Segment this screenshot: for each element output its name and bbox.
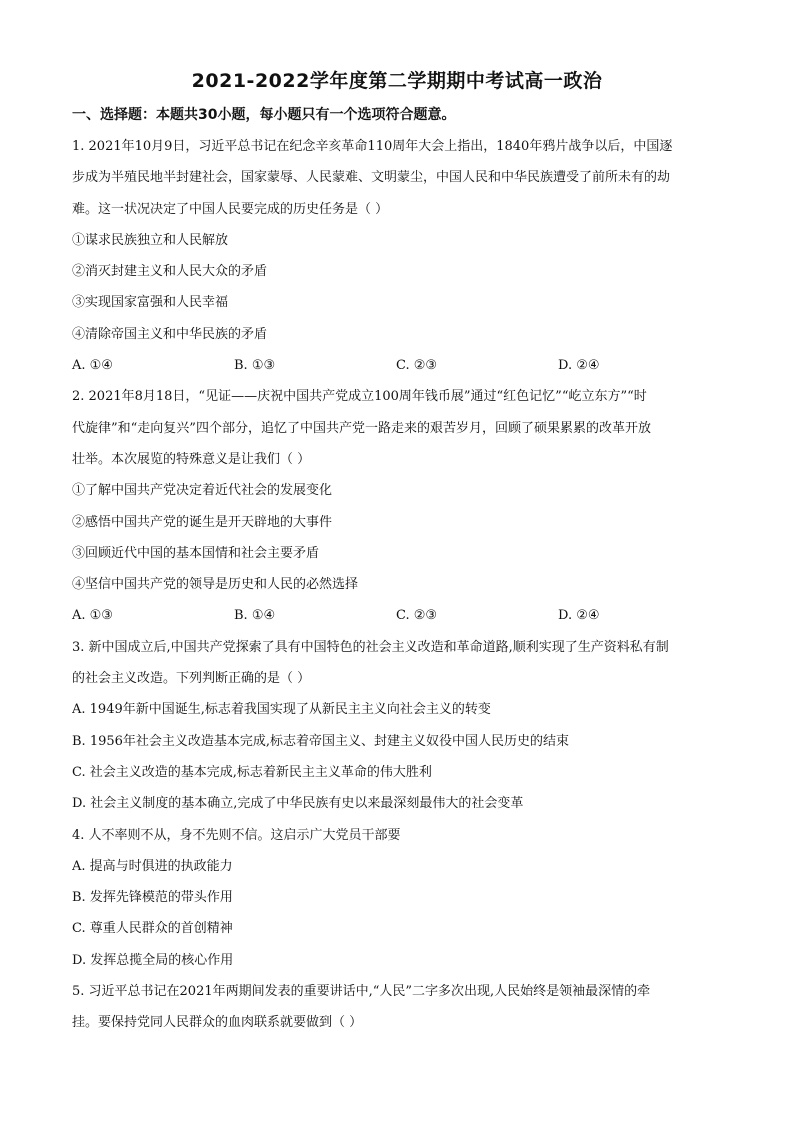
option-d: D. ②④ [558, 608, 600, 624]
question-5 [72, 976, 722, 1039]
statement-4: ④清除帝国主义和中华民族的矛盾 [72, 326, 268, 342]
option-c: C. ②③ [396, 608, 438, 624]
question-2 [72, 381, 722, 631]
option-b: B. ①③ [234, 358, 276, 374]
answer-options [72, 600, 722, 631]
option-b: B. 1956年社会主义改造基本完成,标志着帝国主义、封建主义奴役中国人民历史的结束 [72, 733, 570, 749]
option-b: B. ①④ [234, 608, 276, 624]
question-text-line: 1. 2021年10月9日，习近平总书记在纪念辛亥革命110周年大会上指出，1840年鸦片战争以后，中国逐 [72, 139, 673, 154]
exam-title: 2021-2022学年度第二学期期中考试高一政治 [191, 70, 603, 92]
question-text-line: 3. 新中国成立后,中国共产党探索了具有中国特色的社会主义改造和革命道路,顺利实现了生产资料私有制 [72, 639, 669, 655]
question-text-line: 步成为半殖民地半封建社会，国家蒙辱、人民蒙难、文明蒙尘，中国人民和中华民族遭受了前所未有的劫 [72, 170, 671, 186]
question-3 [72, 632, 722, 820]
question-text-line: 4. 人不率则不从，身不先则不信。这启示广大党员干部要 [72, 827, 401, 843]
option-a: A. 1949年新中国诞生,标志着我国实现了从新民主主义向社会主义的转变 [72, 702, 491, 718]
question-text-line: 2. 2021年8月18日，“见证——庆祝中国共产党成立100周年钱币展”通过“红色记忆”“屹立东方”“时 [72, 389, 647, 405]
answer-options [72, 350, 722, 381]
option-d: D. 社会主义制度的基本确立,完成了中华民族有史以来最深刻最伟大的社会变革 [72, 796, 524, 812]
statement-3: ③实现国家富强和人民幸福 [72, 295, 229, 311]
section-heading-choice: 一、选择题：本题共30小题，每小题只有一个选项符合题意。 [72, 107, 456, 123]
statement-2: ②消灭封建主义和人民大众的矛盾 [72, 264, 268, 280]
question-text-line: 难。这一状况决定了中国人民要完成的历史任务是（ ） [72, 201, 389, 217]
option-d: D. 发挥总揽全局的核心作用 [72, 952, 234, 968]
option-a: A. 提高与时俱进的执政能力 [72, 858, 233, 874]
statement-3: ③回顾近代中国的基本国情和社会主要矛盾 [72, 545, 320, 561]
question-text-line: 代旋律”和“走向复兴”四个部分，追忆了中国共产党一路走来的艰苦岁月，回顾了硕果累累的改革开放 [72, 420, 651, 436]
statement-4: ④坚信中国共产党的领导是历史和人民的必然选择 [72, 577, 359, 593]
option-d: D. ②④ [558, 358, 600, 374]
statement-1: ①谋求民族独立和人民解放 [72, 232, 229, 248]
question-text-line: 壮举。本次展览的特殊意义是让我们（ ） [72, 451, 311, 467]
statement-1: ①了解中国共产党决定着近代社会的发展变化 [72, 483, 333, 499]
question-1 [72, 131, 722, 381]
option-c: C. 社会主义改造的基本完成,标志着新民主主义革命的伟大胜利 [72, 764, 432, 780]
option-c: C. ②③ [396, 358, 438, 374]
question-text-line: 挂。要保持党同人民群众的血肉联系就要做到（ ） [72, 1015, 363, 1031]
question-text-line: 5. 习近平总书记在2021年两期间发表的重要讲话中,“人民”二字多次出现,人民始终是领袖最深情的牵 [72, 984, 651, 1000]
questions-body [72, 131, 722, 1039]
question-4 [72, 820, 722, 976]
option-a: A. ①④ [72, 358, 113, 374]
option-c: C. 尊重人民群众的首创精神 [72, 921, 233, 937]
option-b: B. 发挥先锋模范的带头作用 [72, 890, 233, 906]
question-text-line: 的社会主义改造。下列判断正确的是（ ） [72, 671, 311, 687]
statement-2: ②感悟中国共产党的诞生是开天辟地的大事件 [72, 514, 333, 530]
option-a: A. ①③ [72, 608, 113, 624]
